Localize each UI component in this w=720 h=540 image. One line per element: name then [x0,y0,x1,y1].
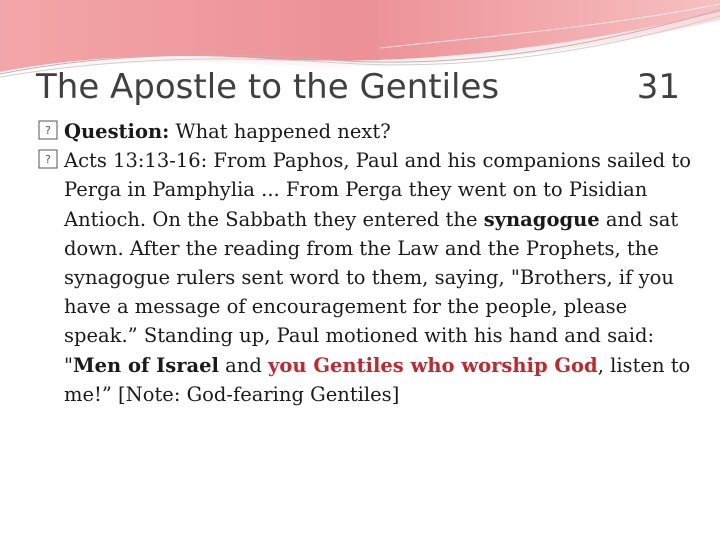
synagogue-word: synagogue [483,207,600,231]
slide-number: 31 [636,67,680,107]
question-text: What happened next? [169,120,391,143]
bullet-scripture [38,146,698,409]
question-label: Question: [64,120,170,143]
scripture-text-tail: , listen to me!” [Note: God-fearing Gentiles] [64,353,691,406]
slide-title: The Apostle to the Gentiles [36,67,500,107]
and-text: and [218,353,269,377]
bullet-glyph-icon [38,149,58,169]
svg-text:?: ? [45,124,51,137]
scripture-text-part2: and sat down. After the reading from the Law and the Prophets, the synagogue rulers sent word to them, saying, "Brothers, if you have a message of encouragement for the people, please speak.” Standing up, Paul motioned with his hand and said: " [64,207,679,377]
men-of-israel-phrase: Men of Israel [72,353,219,377]
title-row [36,62,686,112]
slide-body [38,117,698,409]
gentiles-phrase: you Gentiles who worship God [268,353,598,377]
bullet-glyph-icon [38,120,58,140]
scripture-text-part1: Acts 13:13-16: From Paphos, Paul and his companions sailed to Perga in Pamphylia ... From Perga they went on to Pisidian Antioch. On the Sabbath they entered the [64,149,691,231]
svg-text:?: ? [45,153,51,167]
bullet-question [38,117,698,146]
